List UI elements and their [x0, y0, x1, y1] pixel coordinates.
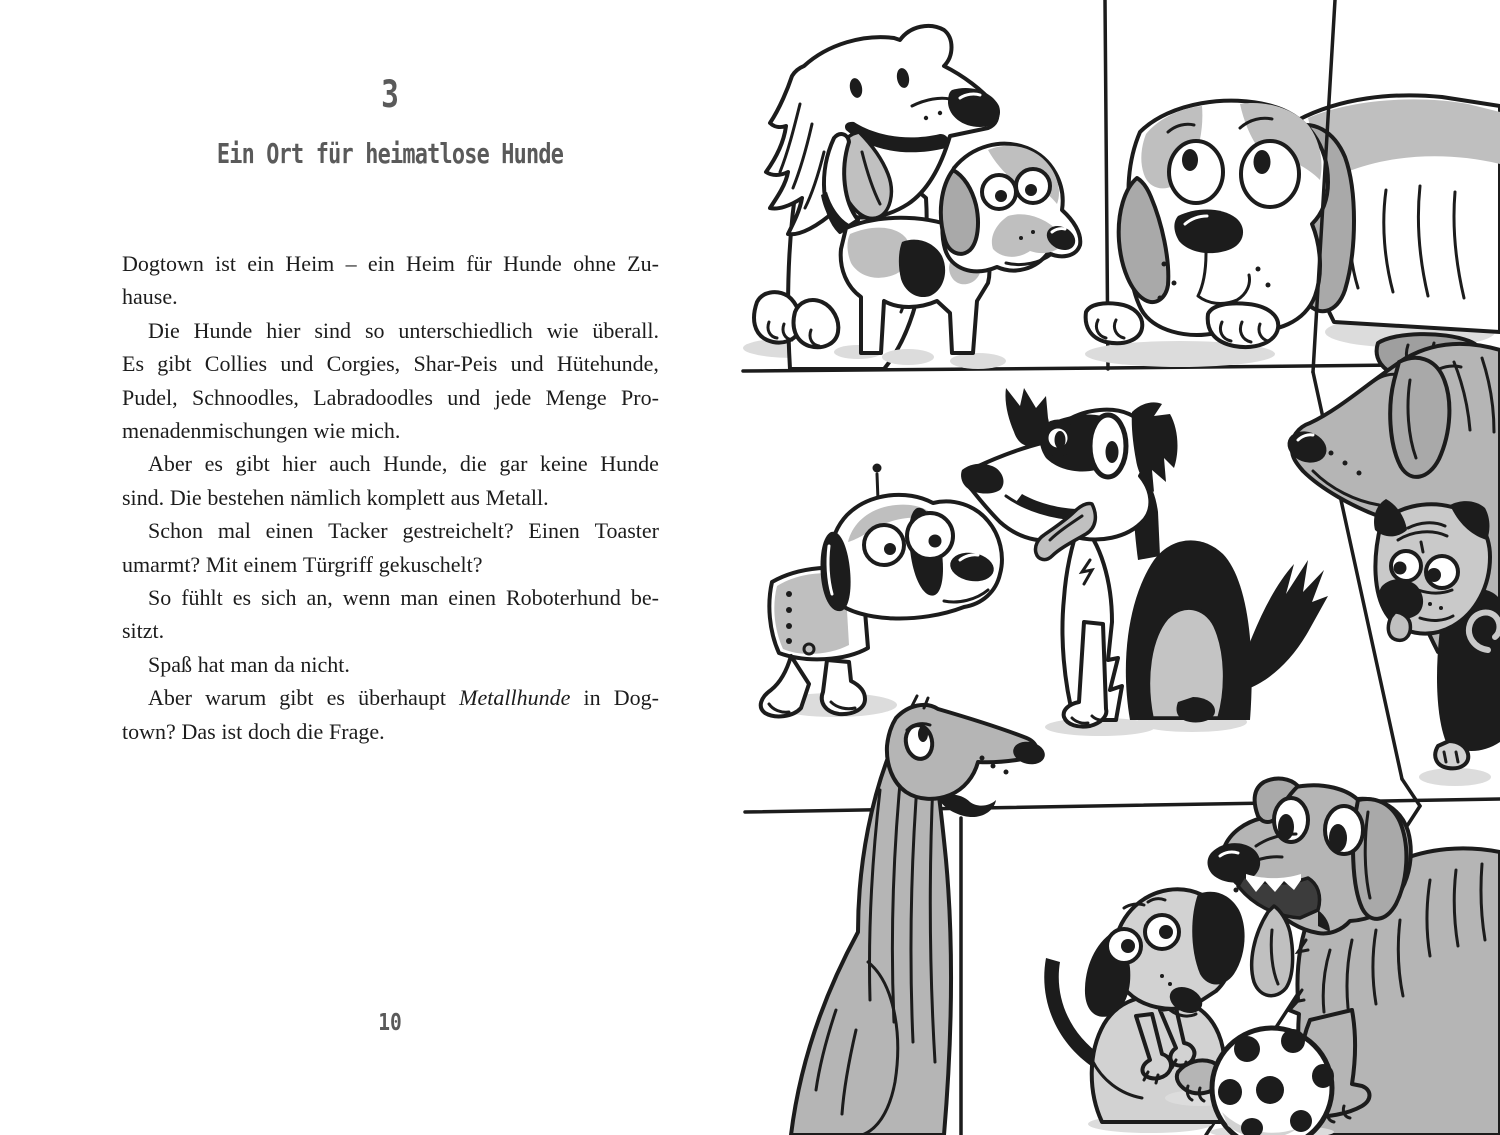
page-number: 10: [378, 1010, 402, 1036]
robot-dog: [761, 464, 1002, 718]
text-line: Pudel, Schnoodles, Labradoodles und jede Menge Pro-: [122, 384, 659, 410]
text-line: Die Hunde hier sind so unterschiedlich wie überall.: [148, 317, 659, 343]
text-line: Spaß hat man da nicht.: [148, 651, 350, 677]
paragraph: [122, 581, 659, 648]
text-line: sitzt.: [122, 618, 165, 644]
text-line: Aber warum gibt es überhaupt Metallhunde in Dog-: [148, 685, 659, 711]
paragraph: [122, 314, 659, 448]
dog-illustration: [740, 0, 1500, 1135]
basset-hound: [1085, 0, 1500, 379]
text-line: Es gibt Collies und Corgies, Shar-Peis und Hütehunde,: [122, 351, 659, 377]
chapter-title: Ein Ort für heimatlose Hunde: [216, 137, 564, 170]
paragraph: [122, 648, 659, 681]
text-line: hause.: [122, 284, 178, 310]
paragraph: [122, 247, 659, 314]
chapter-number: 3: [381, 73, 399, 116]
paragraph: [122, 447, 659, 514]
text-line: Dogtown ist ein Heim – ein Heim für Hunde ohne Zu-: [122, 251, 659, 276]
text-line: umarmt? Mit einem Türgriff gekuschelt?: [122, 551, 483, 577]
text-line: Schon mal einen Tacker gestreichelt? Einen Toaster: [148, 518, 659, 544]
text-line: town? Das ist doch die Frage.: [122, 718, 385, 744]
glasses-dog: [961, 388, 1328, 736]
text-line: menadenmischungen wie mich.: [122, 418, 401, 444]
text-line: sind. Die bestehen nämlich komplett aus Metall.: [122, 484, 549, 510]
paragraph: [122, 514, 659, 581]
body-text: [122, 247, 659, 748]
toy-ball: [1210, 1028, 1334, 1135]
text-line: Aber es gibt hier auch Hunde, die gar keine Hunde: [148, 451, 659, 477]
paragraph: [122, 681, 659, 748]
text-line: So fühlt es sich an, wenn man einen Roboterhund be-: [148, 585, 659, 611]
afghan-hound: [791, 696, 1047, 1135]
